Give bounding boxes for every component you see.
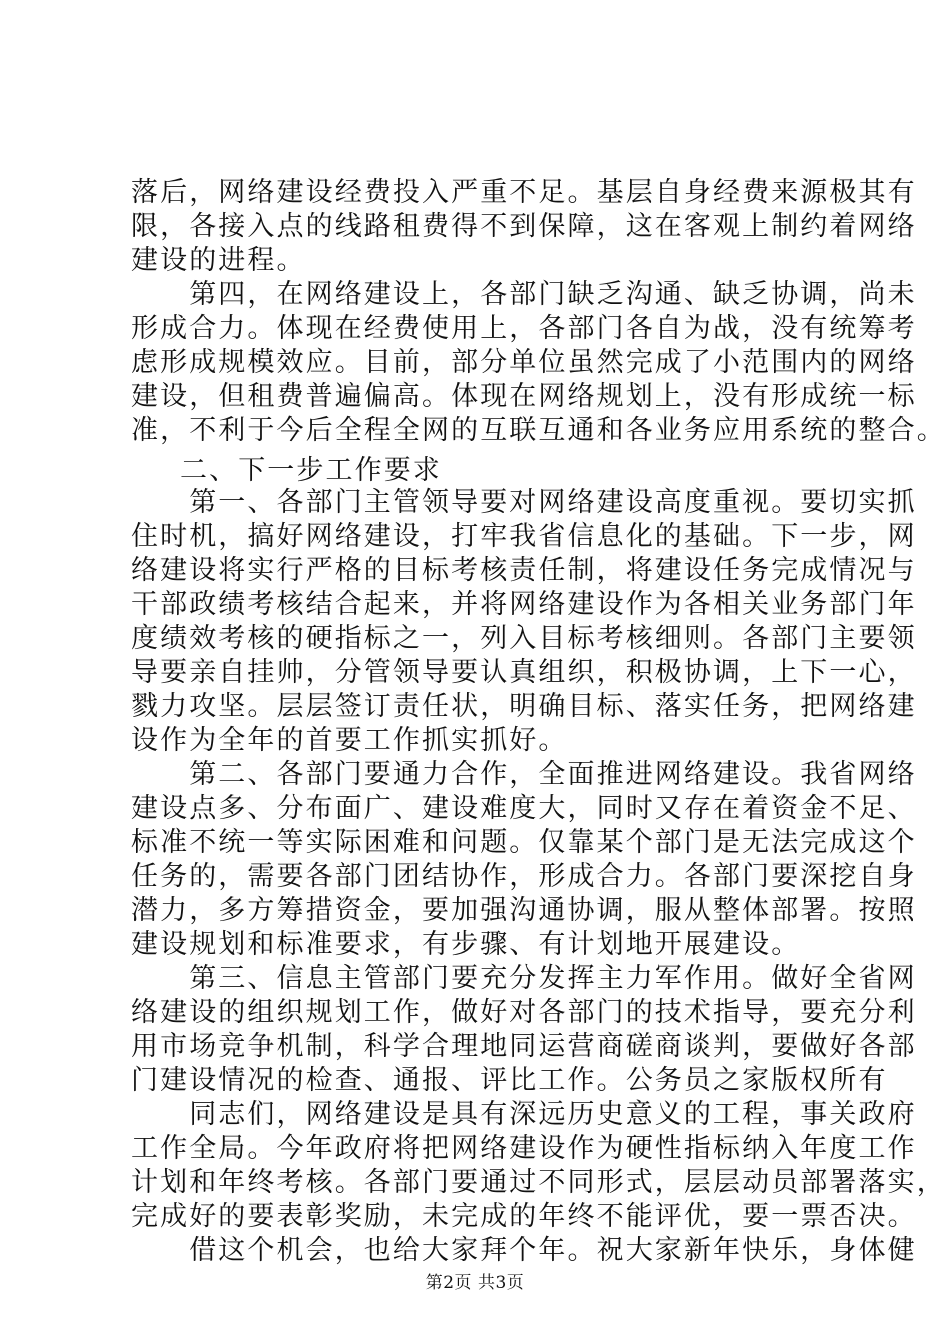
body-text-line: 虑形成规模效应。目前，部分单位虽然完成了小范围内的网络 — [131, 347, 917, 378]
body-text-line: 同志们，网络建设是具有深远历史意义的工程，事关政府 — [131, 1099, 917, 1130]
body-text-line: 住时机，搞好网络建设，打牢我省信息化的基础。下一步，网 — [131, 521, 917, 552]
body-text-line: 工作全局。今年政府将把网络建设作为硬性指标纳入年度工作 — [131, 1133, 917, 1164]
body-text-line: 建设，但租费普遍偏高。体现在网络规划上，没有形成统一标 — [131, 381, 917, 412]
body-text-line: 落后，网络建设经费投入严重不足。基层自身经费来源极其有 — [131, 177, 917, 208]
body-text-line: 准，不利于今后全程全网的互联互通和各业务应用系统的整合。 — [131, 415, 946, 446]
section-heading: 二、下一步工作要求 — [180, 455, 442, 486]
body-text-line: 借这个机会，也给大家拜个年。祝大家新年快乐，身体健 — [131, 1235, 917, 1266]
body-text-line: 建设规划和标准要求，有步骤、有计划地开展建设。 — [131, 929, 801, 960]
body-text-line: 完成好的要表彰奖励，未完成的年终不能评优，要一票否决。 — [131, 1201, 917, 1232]
body-text-line: 形成合力。体现在经费使用上，各部门各自为战，没有统筹考 — [131, 313, 917, 344]
body-text-line: 络建设将实行严格的目标考核责任制，将建设任务完成情况与 — [131, 555, 917, 586]
body-text-line: 用市场竞争机制，科学合理地同运营商磋商谈判，要做好各部 — [131, 1031, 917, 1062]
body-text-line: 标准不统一等实际困难和问题。仅靠某个部门是无法完成这个 — [131, 827, 917, 858]
body-text-line: 第三、信息主管部门要充分发挥主力军作用。做好全省网 — [131, 963, 917, 994]
body-text-line: 建设的进程。 — [131, 245, 306, 276]
body-text-line: 计划和年终考核。各部门要通过不同形式，层层动员部署落实， — [131, 1167, 946, 1198]
body-text-line: 第四，在网络建设上，各部门缺乏沟通、缺乏协调，尚未 — [131, 279, 917, 310]
body-text-line: 第二、各部门要通力合作，全面推进网络建设。我省网络 — [131, 759, 917, 790]
body-text-line: 第一、各部门主管领导要对网络建设高度重视。要切实抓 — [131, 487, 917, 518]
body-text-line: 门建设情况的检查、通报、评比工作。公务员之家版权所有 — [131, 1065, 888, 1096]
body-text-line: 限，各接入点的线路租费得不到保障，这在客观上制约着网络 — [131, 211, 917, 242]
body-text-line: 潜力，多方筹措资金，要加强沟通协调，服从整体部署。按照 — [131, 895, 917, 926]
body-text-line: 度绩效考核的硬指标之一，列入目标考核细则。各部门主要领 — [131, 623, 917, 654]
page-number-footer: 第2页 共3页 — [425, 1273, 525, 1293]
body-text-line: 任务的，需要各部门团结协作，形成合力。各部门要深挖自身 — [131, 861, 917, 892]
body-text-line: 络建设的组织规划工作，做好对各部门的技术指导，要充分利 — [131, 997, 917, 1028]
body-text-line: 戮力攻坚。层层签订责任状，明确目标、落实任务，把网络建 — [131, 691, 917, 722]
body-text-line: 干部政绩考核结合起来，并将网络建设作为各相关业务部门年 — [131, 589, 917, 620]
body-text-line: 建设点多、分布面广、建设难度大，同时又存在着资金不足、 — [131, 793, 917, 824]
body-text-line: 设作为全年的首要工作抓实抓好。 — [131, 725, 568, 756]
body-text-line: 导要亲自挂帅，分管领导要认真组织，积极协调，上下一心， — [131, 657, 917, 688]
